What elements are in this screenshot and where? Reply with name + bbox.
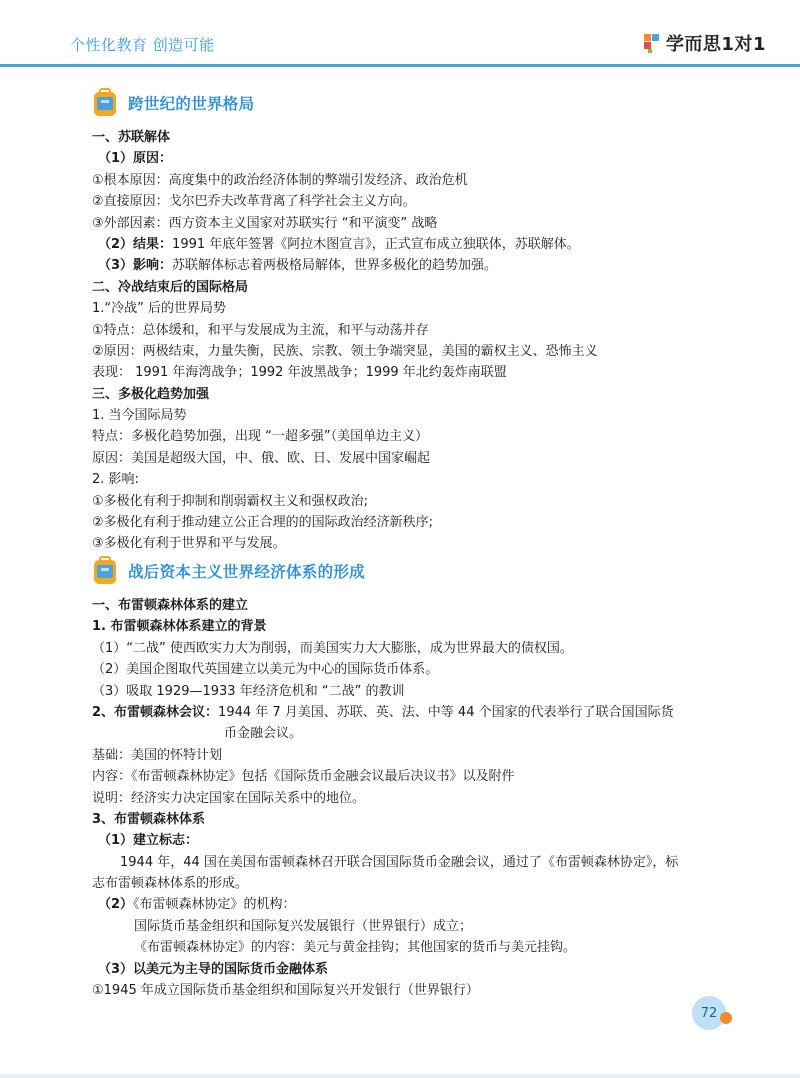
text-line: 1. 布雷顿森林体系建立的背景 <box>92 619 267 635</box>
text-line: 说明：经济实力决定国家在国际关系中的地位。 <box>92 790 366 806</box>
text-line: 《布雷顿森林协定》的内容：美元与黄金挂钩；其他国家的货币与美元挂钩。 <box>134 940 577 956</box>
text-line: 三、多极化趋势加强 <box>92 386 210 402</box>
text-line: ②多极化有利于推动建立公正合理的的国际政治经济新秩序; <box>92 515 434 531</box>
section-2-content <box>92 595 732 1001</box>
text-line: 一、布雷顿森林体系的建立 <box>92 598 249 613</box>
section-title-2 <box>90 556 365 586</box>
text-line: ①多极化有利于抑制和削弱霸权主义和强权政治; <box>92 493 369 509</box>
text-line: 内容：《布雷顿森林协定》包括《国际货币金融会议最后决议书》以及附件 <box>92 769 515 785</box>
brand-name: 学而思1对1 <box>665 34 766 55</box>
text-line: 2. 影响: <box>92 472 139 488</box>
text-line: 原因：美国是超级大国，中、俄、欧、日、发展中国家崛起 <box>92 450 431 466</box>
text-line: 3、布雷顿森林体系 <box>92 811 206 827</box>
text-line: （2）《布雷顿森林协定》的机构： <box>98 897 296 913</box>
text-line: ③多极化有利于世界和平与发展。 <box>92 536 286 552</box>
text-line: （1）原因： <box>98 151 173 167</box>
text-line: （1）“二战” 使西欧实力大为削弱，而美国实力大大膨胀，成为世界最大的债权国。 <box>92 640 573 656</box>
section-title-text: 战后资本主义世界经济体系的形成 <box>128 563 366 581</box>
text-line: 特点：多极化趋势加强，出现 “一超多强”（美国单边主义） <box>92 429 429 445</box>
text-line: ①根本原因：高度集中的政治经济体制的弊端引发经济、政治危机 <box>92 172 468 188</box>
text-line: 1944 年，44 国在美国布雷顿森林召开联合国国际货币金融会议，通过了《布雷顿森林协定》，标 <box>120 854 679 870</box>
text-line: （3）吸取 1929—1933 年经济危机和 “二战” 的教训 <box>92 683 405 699</box>
text-line: 表现： 1991 年海湾战争；1992 年波黑战争；1999 年北约轰炸南联盟 <box>92 365 507 381</box>
text-line: ①特点：总体缓和，和平与发展成为主流，和平与动荡并存 <box>92 322 429 338</box>
header-divider <box>0 64 800 67</box>
text-line: ②原因：两极结束，力量失衡，民族、宗教、领土争端突显，美国的霸权主义、恐怖主义 <box>92 343 598 359</box>
text-line: （3）影响：苏联解体标志着两极格局解体，世界多极化的趋势加强。 <box>98 258 498 274</box>
brand <box>642 30 766 56</box>
text-line: （1）建立标志： <box>98 833 199 849</box>
footer-divider <box>0 1074 800 1078</box>
text-line: 2、布雷顿森林会议：1944 年 7 月美国、苏联、英、法、中等 44 个国家的代表举行了联合国国际货 <box>92 704 674 720</box>
section-title-1 <box>90 88 254 118</box>
backpack-icon <box>90 88 120 118</box>
brand-logo-icon <box>642 32 662 54</box>
page-number: 72 <box>692 996 726 1030</box>
header-slogan: 个性化教育 创造可能 <box>70 36 215 54</box>
page-number-dot <box>720 1012 732 1024</box>
text-line: 国际货币基金组织和国际复兴发展银行（世界银行）成立； <box>134 918 473 934</box>
text-line: （2）美国企图取代英国建立以美元为中心的国际货币体系。 <box>92 662 439 678</box>
page-header <box>0 0 800 66</box>
text-line: 1.“冷战” 后的世界局势 <box>92 301 227 317</box>
text-line: （2）结果：1991 年底年签署《阿拉木图宣言》，正式宣布成立独联体，苏联解体。 <box>98 236 580 252</box>
section-1-content <box>92 127 732 555</box>
text-line: ②直接原因：戈尔巴乔夫改革背离了科学社会主义方向。 <box>92 194 416 210</box>
text-line: 基础：美国的怀特计划 <box>92 747 223 763</box>
text-line: 币金融会议。 <box>224 726 303 742</box>
text-line: 1. 当今国际局势 <box>92 408 187 424</box>
backpack-icon <box>90 556 120 586</box>
text-line: 志布雷顿森林体系的形成。 <box>92 876 249 892</box>
text-line: ①1945 年成立国际货币基金组织和国际复兴开发银行（世界银行） <box>92 983 479 999</box>
text-line: 一、苏联解体 <box>92 130 171 145</box>
text-line: ③外部因素：西方资本主义国家对苏联实行 “和平演变” 战略 <box>92 215 438 231</box>
text-line: （3）以美元为主导的国际货币金融体系 <box>98 961 329 977</box>
section-title-text: 跨世纪的世界格局 <box>128 95 255 113</box>
text-line: 二、冷战结束后的国际格局 <box>92 279 249 295</box>
